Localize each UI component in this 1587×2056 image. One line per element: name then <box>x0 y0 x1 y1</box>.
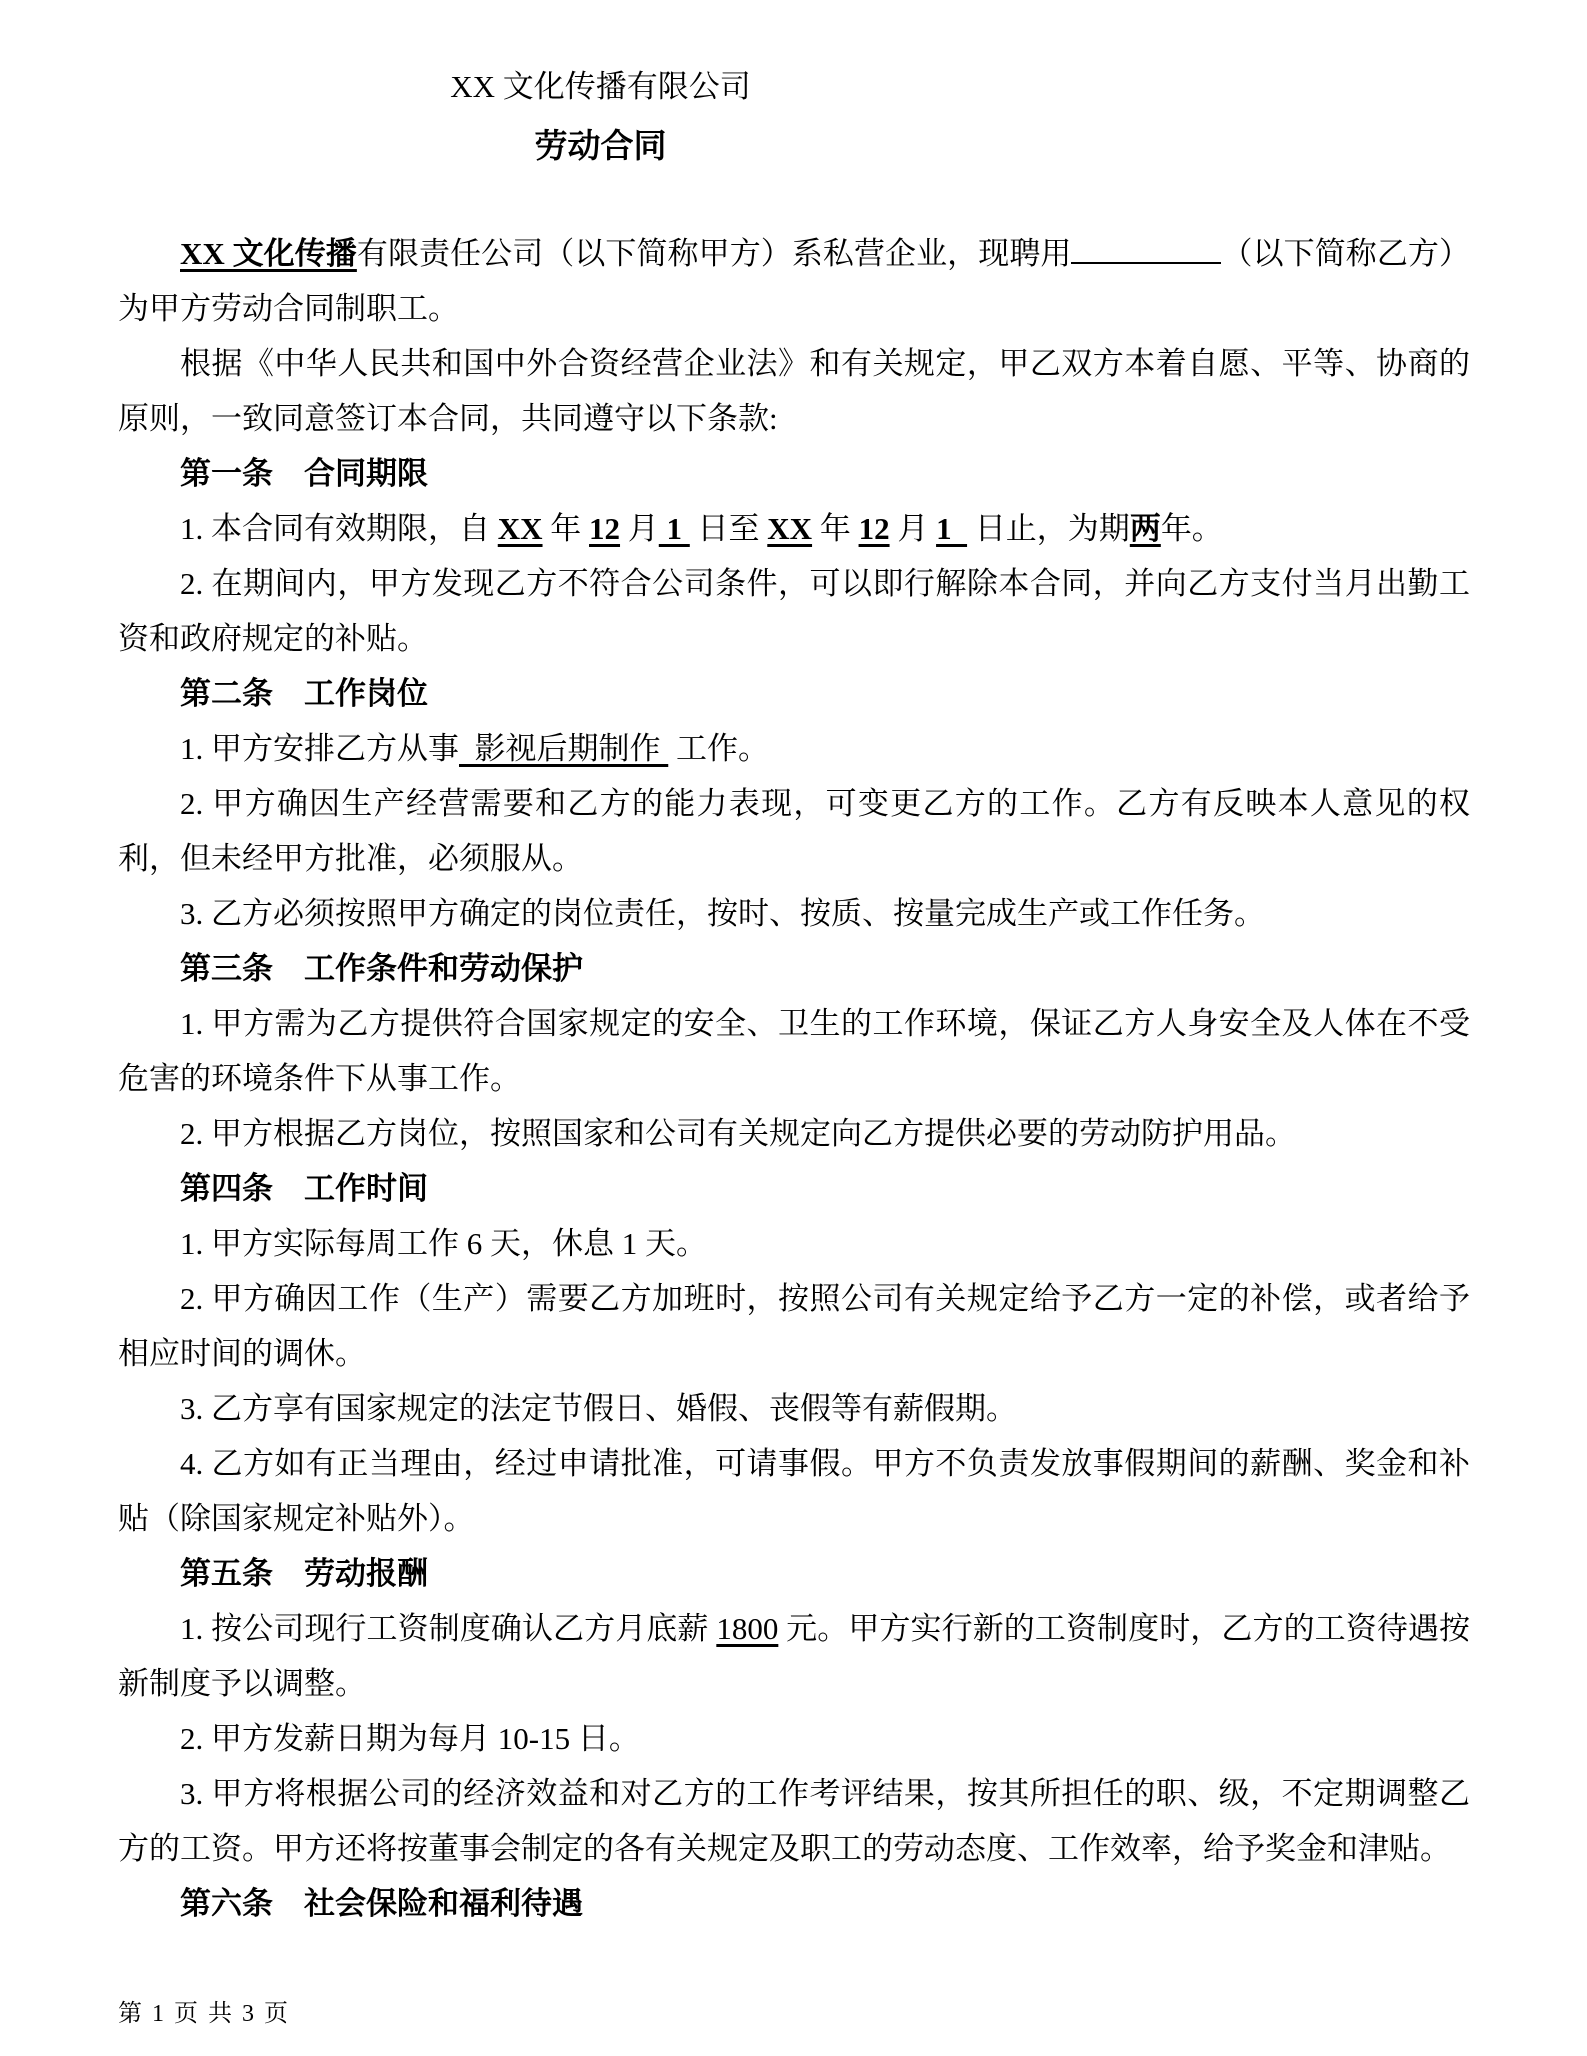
filled-value: XX <box>497 511 543 546</box>
text-run: 3. 甲方将根据公司的经济效益和对乙方的工作考评结果，按其所担任的职、级，不定期调整乙方的工资。甲方还将按董事会制定的各有关规定及职工的劳动态度、工作效率，给予奖金和津贴。 <box>118 1776 1470 1866</box>
text-run: 1. 甲方安排乙方从事 <box>180 731 459 766</box>
paragraph <box>118 1711 1470 1766</box>
text-run: 月 <box>889 511 937 546</box>
paragraph <box>118 1601 1470 1711</box>
filled-value: 12 <box>589 511 621 546</box>
text-run: 1. 甲方实际每周工作 6 天，休息 1 天。 <box>180 1226 707 1261</box>
text-run: 第一条 合同期限 <box>180 456 428 491</box>
paragraph <box>118 1106 1470 1161</box>
filled-value: 影视后期制作 <box>459 731 669 766</box>
paragraph <box>118 1216 1470 1271</box>
section-heading <box>118 1546 1470 1601</box>
contract-body <box>118 226 1470 1931</box>
text-run: 年 <box>542 511 590 546</box>
text-run: （以下简称乙方）为甲方劳动合同制职工。 <box>118 236 1471 326</box>
paragraph <box>118 1271 1470 1381</box>
section-heading <box>118 446 1470 501</box>
filled-value: 1 <box>936 511 968 546</box>
text-run: 2. 甲方确因工作（生产）需要乙方加班时，按照公司有关规定给予乙方一定的补偿，或者给予相应时间的调休。 <box>118 1281 1470 1371</box>
text-run: 元。甲方实行新的工资制度时，乙方的工资待遇按新制度予以调整。 <box>118 1611 1471 1701</box>
text-run: 2. 甲方根据乙方岗位，按照国家和公司有关规定向乙方提供必要的劳动防护用品。 <box>180 1116 1296 1151</box>
text-run: 工作。 <box>668 731 769 766</box>
page-footer: 第 1 页 共 3 页 <box>118 2001 290 2027</box>
document-title: 劳动合同 <box>534 127 667 164</box>
paragraph <box>118 1766 1470 1876</box>
section-heading <box>118 1876 1470 1931</box>
text-run: 月 <box>620 511 659 546</box>
paragraph <box>118 501 1470 556</box>
text-run: 第五条 劳动报酬 <box>180 1556 428 1591</box>
paragraph <box>118 721 1470 776</box>
text-run: 4. 乙方如有正当理由，经过申请批准，可请事假。甲方不负责发放事假期间的薪酬、奖金和补贴（除国家规定补贴外）。 <box>118 1446 1470 1536</box>
section-heading <box>118 1161 1470 1216</box>
text-run: 2. 甲方发薪日期为每月 10-15 日。 <box>180 1721 640 1756</box>
filled-value: 1800 <box>716 1611 779 1646</box>
text-run: 1. 甲方需为乙方提供符合国家规定的安全、卫生的工作环境，保证乙方人身安全及人体在不受危害的环境条件下从事工作。 <box>118 1006 1470 1096</box>
text-run: 2. 在期间内，甲方发现乙方不符合公司条件，可以即行解除本合同，并向乙方支付当月出勤工资和政府规定的补贴。 <box>118 566 1470 656</box>
text-run: 3. 乙方享有国家规定的法定节假日、婚假、丧假等有薪假期。 <box>180 1391 1017 1426</box>
title-area <box>118 66 1083 168</box>
text-run: 第四条 工作时间 <box>180 1171 428 1206</box>
text-run: 根据《中华人民共和国中外合资经营企业法》和有关规定，甲乙双方本着自愿、平等、协商的原则，一致同意签订本合同，共同遵守以下条款: <box>118 346 1470 436</box>
text-run: 2. 甲方确因生产经营需要和乙方的能力表现，可变更乙方的工作。乙方有反映本人意见的权利，但未经甲方批准，必须服从。 <box>118 786 1470 876</box>
filled-value: 1 <box>658 511 690 546</box>
text-run: 第二条 工作岗位 <box>180 676 428 711</box>
paragraph <box>118 776 1470 886</box>
filled-value: XX 文化传播 <box>180 236 357 271</box>
text-run: 第六条 社会保险和福利待遇 <box>180 1886 583 1921</box>
paragraph <box>118 226 1470 336</box>
section-heading <box>118 941 1470 996</box>
paragraph <box>118 886 1470 941</box>
text-run: 第三条 工作条件和劳动保护 <box>180 951 583 986</box>
company-title: XX 文化传播有限公司 <box>450 69 751 104</box>
paragraph <box>118 1436 1470 1546</box>
fill-in-blank[interactable] <box>1071 229 1221 264</box>
paragraph <box>118 336 1470 446</box>
filled-value: XX <box>767 511 813 546</box>
paragraph <box>118 1381 1470 1436</box>
text-run: 有限责任公司（以下简称甲方）系私营企业，现聘用 <box>356 236 1072 271</box>
text-run: 年 <box>812 511 859 546</box>
text-run: 1. 本合同有效期限，自 <box>180 511 498 546</box>
paragraph <box>118 556 1470 666</box>
filled-value: 两 <box>1129 511 1161 546</box>
text-run: 日至 <box>689 511 768 546</box>
section-heading <box>118 666 1470 721</box>
text-run: 3. 乙方必须按照甲方确定的岗位责任，按时、按质、按量完成生产或工作任务。 <box>180 896 1265 931</box>
text-run: 年。 <box>1160 511 1223 546</box>
text-run: 1. 按公司现行工资制度确认乙方月底薪 <box>180 1611 717 1646</box>
paragraph <box>118 996 1470 1106</box>
text-run: 日止，为期 <box>967 511 1130 546</box>
filled-value: 12 <box>858 511 890 546</box>
